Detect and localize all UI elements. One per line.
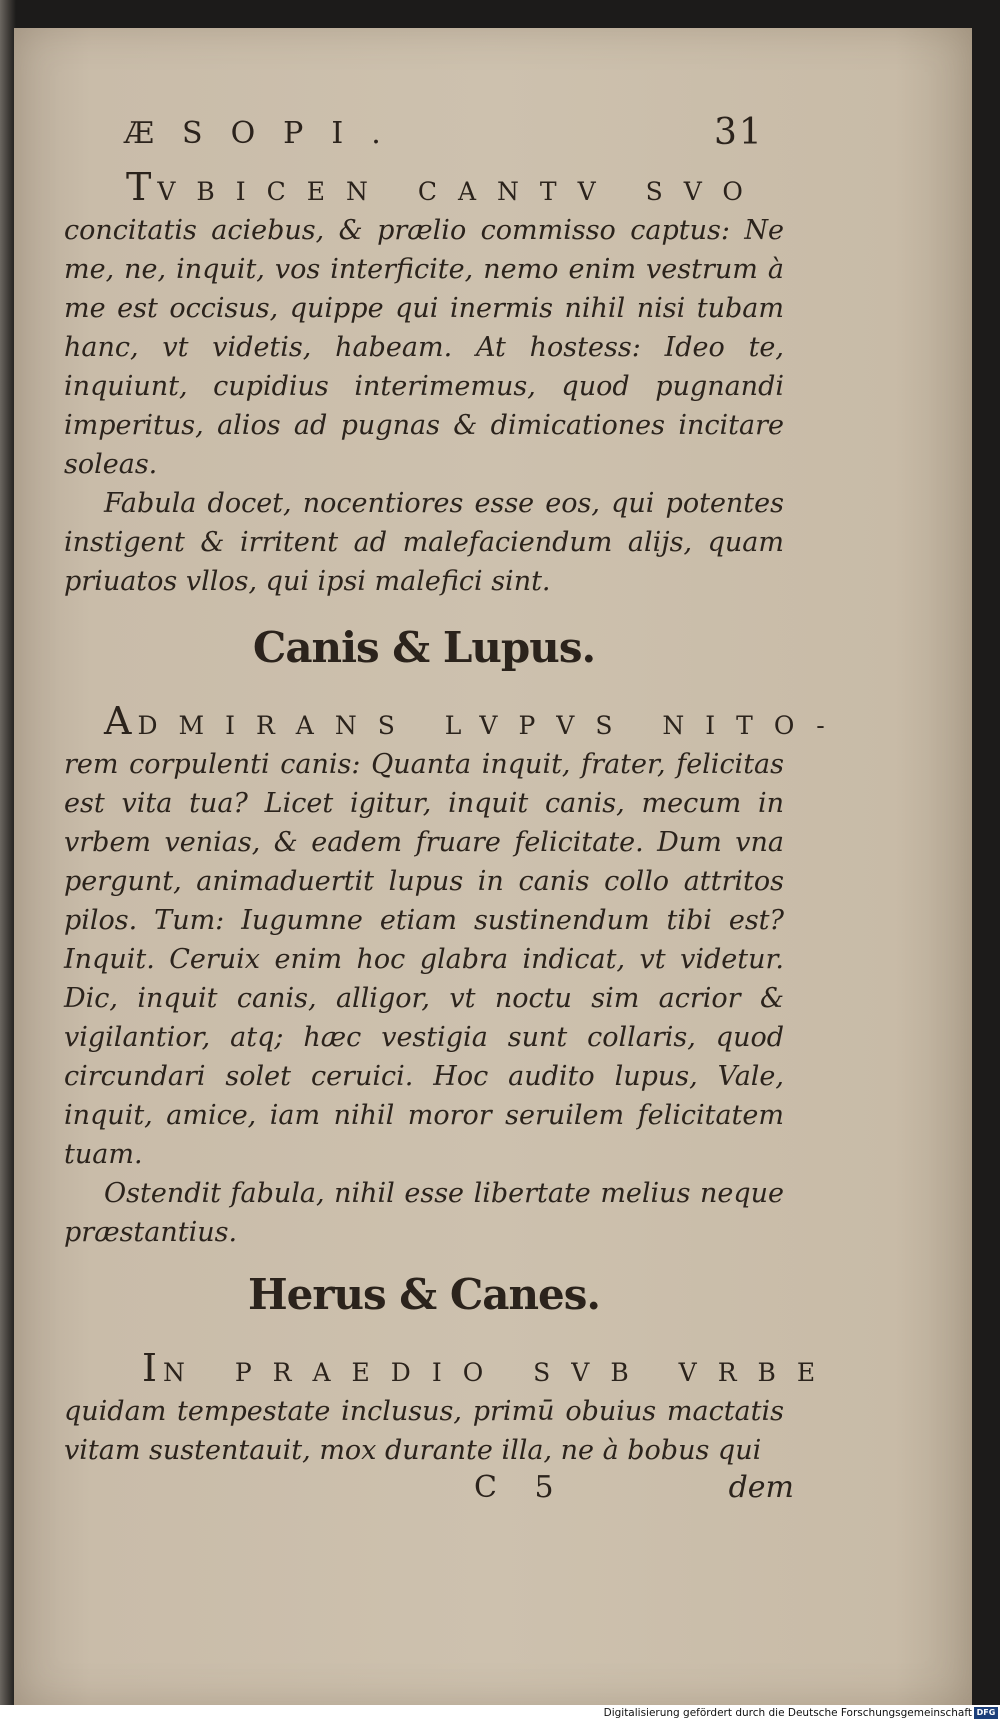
fable2-title: Canis & Lupus. [252,623,596,672]
funding-credit: Digitalisierung gefördert durch die Deutsche Forschungsgemeinschaft [603,1707,972,1719]
fable1-incipit [126,165,784,211]
fable2-initial: A [104,699,138,743]
fable2-paragraph [64,699,846,1174]
text-block [64,165,846,1514]
signature-mark: C 5 [474,1470,568,1505]
fable3-paragraph [64,1346,837,1470]
fable1-initial: T [126,165,158,209]
fable2-incipit [104,699,846,745]
dfg-logo-icon: DFG [974,1707,998,1719]
fable3-incipit [142,1346,837,1392]
fable1-body: concitatis aciebus, & prælio commisso captus: Ne me, ne, inquit, vos interficite, nemo enim vestrum à me est occisus, quippe qui inermis nihil nisi tubam hanc, vt videtis, habeam. At hostess: Ideo te, inquiunt, cupidius interimemus, quod pugnandi imperitus, alios ad pugnas & dimicationes incitare soleas. [64,215,784,480]
catchword: dem [728,1470,794,1505]
fable3-body: quidam tempestate inclusus, primū obuius mactatis vitam sustentauit, mox durante illa, ne à bobus qui [64,1396,784,1466]
fable1-incipit-rest: VBICEN CANTV SVO [157,177,764,206]
fable2-moral: Ostendit fabula, nihil esse libertate melius neque præstantius. [64,1178,784,1248]
fable3-incipit-rest: N PRAEDIO SVB VRBE [163,1358,837,1387]
fable3-initial: I [142,1346,164,1390]
page-foot-line [64,1470,794,1514]
page-number: 31 [714,112,764,153]
fable2-body: rem corpulenti canis: Quanta inquit, frater, felicitas est vita tua? Licet igitur, inquit canis, mecum in vrbem venias, & eadem fruare felicitate. Dum vna pergunt, animaduertit lupus in canis collo attritos pilos. Tum: Iugumne etiam sustinendum tibi est? Inquit. Ceruix enim hoc glabra indicat, vt videtur. Dic, inquit canis, alligor, vt noctu sim acrior & vigilantior, atq; hæc vestigia sunt collaris, quod circundari solet ceruici. Hoc audito lupus, Vale, inquit, amice, iam nihil moror seruilem felicitatem tuam. [64,749,784,1170]
fable1-moral: Fabula docet, nocentiores esse eos, qui potentes instigent & irritent ad malefaciendum alijs, quam priuatos vllos, qui ipsi malefici sint. [64,488,784,597]
running-head: ÆSOPI. [124,116,409,151]
fable2-incipit-rest: DMIRANS LVPVS NITO- [137,711,846,740]
fable3-title: Herus & Canes. [247,1270,601,1319]
digitization-footer [0,1705,1000,1721]
fable1-paragraph [64,165,784,484]
book-page [14,28,972,1705]
